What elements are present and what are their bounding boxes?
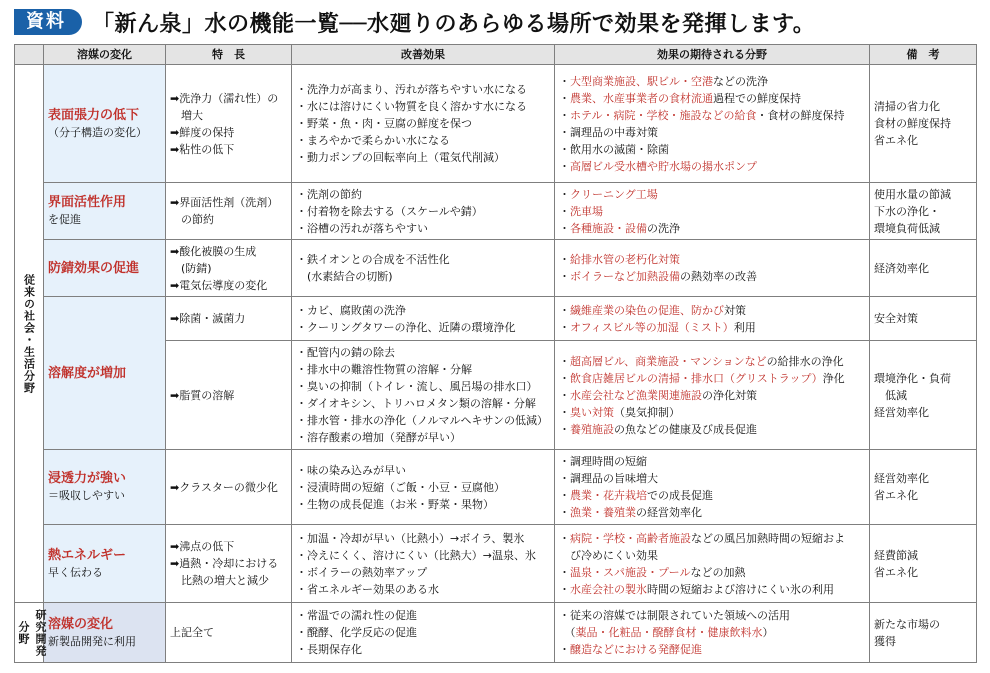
medium-cell xyxy=(44,183,166,240)
features-cell xyxy=(166,65,292,183)
domain-cell-research xyxy=(15,603,47,663)
field-item: ・従来の溶媒では制限されていた領域への活用 xyxy=(559,609,790,622)
domain-label-research: 研究開発分野 xyxy=(17,608,47,657)
field-item: ・病院・学校・高齢者施設などの風呂加熱時間の短縮およ xyxy=(559,531,845,545)
effect-item: ・味の染み込みが早い xyxy=(296,463,406,477)
field-item: ・調理品の中毒対策 xyxy=(559,125,658,139)
table-row xyxy=(15,450,977,525)
note-item: 省エネ化 xyxy=(874,565,918,579)
effect-item: ・付着物を除去する（スケールや錆） xyxy=(296,204,483,218)
effect-item: ・野菜・魚・肉・豆腐の鮮度を保つ xyxy=(296,117,472,130)
effect-item: ・長期保存化 xyxy=(296,643,362,656)
fields-cell xyxy=(555,297,870,341)
features-cell xyxy=(166,450,292,525)
note-item: 環境浄化・負荷 xyxy=(874,371,951,385)
field-item: （薬品・化粧品・醗酵食材・健康飲料水） xyxy=(559,626,774,639)
feature-item: ➡脂質の溶解 xyxy=(170,388,235,402)
effect-item: ・洗剤の節約 xyxy=(296,187,362,201)
notes-cell xyxy=(870,240,977,297)
table-row xyxy=(15,525,977,603)
note-item: 環境負荷低減 xyxy=(874,221,940,235)
effect-item: ・まろやかで柔らかい水になる xyxy=(296,134,450,147)
features-cell xyxy=(166,240,292,297)
fields-cell xyxy=(555,240,870,297)
medium-cell xyxy=(44,525,166,603)
medium-title: 浸透力が強い xyxy=(48,471,127,486)
effect-item: ・洗浄力が高まり、汚れが落ちやすい水になる xyxy=(296,83,527,96)
field-item: ・調理品の旨味増大 xyxy=(559,472,658,485)
feature-item: ➡クラスターの微少化 xyxy=(170,480,278,494)
note-item: 使用水量の節減 xyxy=(874,187,951,201)
note-item: 経営効率化 xyxy=(874,405,929,419)
effects-cell xyxy=(292,525,555,603)
medium-subtitle: （分子構造の変化） xyxy=(48,125,147,139)
medium-title: 溶媒の変化 xyxy=(48,616,114,632)
field-item: ・ホテル・病院・学校・施設などの給食・食材の鮮度保持 xyxy=(559,108,845,122)
fields-cell xyxy=(555,65,870,183)
domain-cell-conventional xyxy=(15,65,44,603)
effect-item: ・臭いの抑制（トイレ・流し、風呂場の排水口） xyxy=(296,380,538,393)
domain-label-conventional: 従来の社会・生活分野 xyxy=(22,273,36,394)
effect-item: ・醗酵、化学反応の促進 xyxy=(296,626,417,639)
note-item: 低減 xyxy=(874,388,907,402)
medium-cell xyxy=(44,450,166,525)
table-row xyxy=(15,240,977,297)
effects-cell xyxy=(292,450,555,525)
field-item: ・超高層ビル、商業施設・マンションなどの給排水の浄化 xyxy=(559,354,844,368)
note-item: 安全対策 xyxy=(874,312,918,325)
document-title xyxy=(14,8,815,36)
field-item: ・繊維産業の染色の促進、防かび対策 xyxy=(559,303,746,317)
effect-item: (水素結合の切断) xyxy=(296,270,393,283)
feature-item: ➡鮮度の保持 xyxy=(170,125,235,139)
field-item: ・飲食店雑居ビルの清掃・排水口（グリストラップ）浄化 xyxy=(559,371,845,385)
effect-item: ・動力ポンプの回転率向上（電気代削減） xyxy=(296,151,505,164)
field-item: ・調理時間の短縮 xyxy=(559,455,647,468)
field-item: ・臭い対策（臭気抑制） xyxy=(559,405,680,419)
document-badge: 資料 xyxy=(14,9,82,35)
effect-item: ・浴槽の汚れが落ちやすい xyxy=(296,221,428,235)
note-item: 経費節減 xyxy=(874,548,918,562)
note-item: 下水の浄化・ xyxy=(874,204,940,218)
effect-item: ・配管内の錆の除去 xyxy=(296,346,395,359)
medium-title: 溶解度が増加 xyxy=(48,365,127,381)
effect-item: ・クーリングタワーの浄化、近隣の環境浄化 xyxy=(296,320,516,334)
field-item: ・ボイラーなど加熱設備の熱効率の改善 xyxy=(559,270,757,283)
note-item: 獲得 xyxy=(874,634,896,648)
column-header: 特 長 xyxy=(166,45,292,65)
column-header: 備 考 xyxy=(870,45,977,65)
medium-subtitle: を促進 xyxy=(48,213,81,226)
note-item: 新たな市場の xyxy=(874,617,940,631)
feature-item: 比熱の増大と減少 xyxy=(170,574,269,587)
features-cell xyxy=(166,341,292,450)
feature-item: ➡酸化被膜の生成 xyxy=(170,244,257,258)
field-item: ・温泉・スパ施設・プールなどの加熱 xyxy=(559,565,746,579)
field-item: び冷めにくい効果 xyxy=(559,548,658,562)
column-header: 溶媒の変化 xyxy=(44,45,166,65)
feature-item: ➡除菌・滅菌力 xyxy=(170,312,246,325)
feature-item: ➡電気伝導度の変化 xyxy=(170,278,268,292)
medium-cell xyxy=(44,297,166,450)
effect-item: ・排水管・排水の浄化（ノルマルヘキサンの低減） xyxy=(296,414,549,427)
effect-item: ・カビ、腐敗菌の洗浄 xyxy=(296,303,406,317)
medium-title: 熱エネルギー xyxy=(48,547,127,563)
effect-item: ・冷えにくく、溶けにくい（比熱大）→温泉、氷 xyxy=(296,548,536,562)
field-item: ・養殖施設の魚などの健康及び成長促進 xyxy=(559,422,757,436)
field-item: ・水産会社など漁業関連施設の浄化対策 xyxy=(559,388,757,402)
effect-item: ・水には溶けにくい物質を良く溶かす水になる xyxy=(296,100,527,113)
features-cell xyxy=(166,183,292,240)
effect-item: ・溶存酸素の増加（発酵が早い） xyxy=(296,431,461,444)
features-cell xyxy=(166,297,292,341)
feature-item: ➡粘性の低下 xyxy=(170,142,235,156)
field-item: ・大型商業施設、駅ビル・空港などの洗浄 xyxy=(559,74,768,88)
table-row xyxy=(15,183,977,240)
medium-cell xyxy=(44,65,166,183)
function-table xyxy=(14,44,977,663)
notes-cell xyxy=(870,65,977,183)
feature-item: 上記全て xyxy=(170,626,214,639)
effect-item: ・加温・冷却が早い（比熱小）→ボイラ、製氷 xyxy=(296,531,525,545)
field-item: ・漁業・養殖業の経営効率化 xyxy=(559,506,702,519)
feature-item: ➡洗浄力（濡れ性）の xyxy=(170,91,279,105)
medium-title: 防錆効果の促進 xyxy=(48,260,140,276)
field-item: ・農業・花卉栽培での成長促進 xyxy=(559,489,713,502)
effect-item: ・省エネルギー効果のある水 xyxy=(296,582,439,596)
effects-cell xyxy=(292,65,555,183)
field-item: ・給排水管の老朽化対策 xyxy=(559,253,680,266)
field-item: ・クリーニング工場 xyxy=(559,187,658,201)
note-item: 経営効率化 xyxy=(874,472,929,485)
note-item: 清掃の省力化 xyxy=(874,100,940,113)
note-item: 食材の鮮度保持 xyxy=(874,117,951,130)
effect-item: ・ボイラーの熱効率アップ xyxy=(296,565,428,579)
fields-cell xyxy=(555,525,870,603)
notes-cell xyxy=(870,297,977,341)
field-item: ・各種施設・設備の洗浄 xyxy=(559,221,680,235)
feature-item: ➡界面活性剤（洗剤） xyxy=(170,196,279,209)
effect-item: ・鉄イオンとの合成を不活性化 xyxy=(296,253,450,266)
fields-cell xyxy=(555,450,870,525)
effect-item: ・生物の成長促進（お米・野菜・果物） xyxy=(296,497,494,511)
effects-cell xyxy=(292,603,555,663)
features-cell xyxy=(166,525,292,603)
medium-title: 表面張力の低下 xyxy=(48,107,140,123)
effects-cell xyxy=(292,297,555,341)
effect-item: ・ダイオキシン、トリハロメタン類の溶解・分解 xyxy=(296,397,536,410)
field-item: ・農業、水産事業者の食材流通過程での鮮度保持 xyxy=(559,91,801,105)
field-item: ・飲用水の滅菌・除菌 xyxy=(559,142,669,156)
note-item: 省エネ化 xyxy=(874,134,918,147)
effects-cell xyxy=(292,240,555,297)
notes-cell xyxy=(870,525,977,603)
table-row xyxy=(15,297,977,341)
medium-subtitle: ＝吸収しやすい xyxy=(48,489,125,502)
feature-item: の節約 xyxy=(170,213,214,226)
medium-subtitle: 早く伝わる xyxy=(48,565,103,579)
medium-cell xyxy=(44,603,166,663)
medium-cell xyxy=(44,240,166,297)
notes-cell xyxy=(870,341,977,450)
field-item: ・洗車場 xyxy=(559,204,603,218)
table-row xyxy=(15,603,977,663)
fields-cell xyxy=(555,603,870,663)
effect-item: ・排水中の難溶性物質の溶解・分解 xyxy=(296,363,472,376)
note-item: 省エネ化 xyxy=(874,489,918,502)
feature-item: (防錆) xyxy=(170,261,212,275)
notes-cell xyxy=(870,183,977,240)
field-item: ・高層ビル受水槽や貯水場の揚水ポンプ xyxy=(559,159,757,173)
feature-item: ➡沸点の低下 xyxy=(170,540,235,553)
field-item: ・オフィスビル等の加湿（ミスト）利用 xyxy=(559,320,756,334)
effects-cell xyxy=(292,183,555,240)
effect-item: ・常温での濡れ性の促進 xyxy=(296,609,417,622)
column-header: 改善効果 xyxy=(292,45,555,65)
features-cell xyxy=(166,603,292,663)
table-row xyxy=(15,65,977,183)
notes-cell xyxy=(870,450,977,525)
page-title: 「新ん泉」水の機能一覧──水廻りのあらゆる場所で効果を発揮します。 xyxy=(92,11,816,37)
fields-cell xyxy=(555,183,870,240)
note-item: 経済効率化 xyxy=(874,261,929,275)
table-header-row xyxy=(15,45,977,65)
medium-subtitle: 新製品開発に利用 xyxy=(48,634,136,648)
field-item: ・水産会社の製氷時間の短縮および溶けにくい氷の利用 xyxy=(559,582,834,596)
feature-item: ➡過熱・冷却における xyxy=(170,557,279,570)
medium-title: 界面活性作用 xyxy=(48,195,127,210)
header-corner xyxy=(15,45,44,65)
fields-cell xyxy=(555,341,870,450)
notes-cell xyxy=(870,603,977,663)
feature-item: 増大 xyxy=(170,108,203,122)
effects-cell xyxy=(292,341,555,450)
field-item: ・醸造などにおける発酵促進 xyxy=(559,643,702,656)
effect-item: ・浸漬時間の短縮（ご飯・小豆・豆腐他） xyxy=(296,480,505,494)
column-header: 効果の期待される分野 xyxy=(555,45,870,65)
